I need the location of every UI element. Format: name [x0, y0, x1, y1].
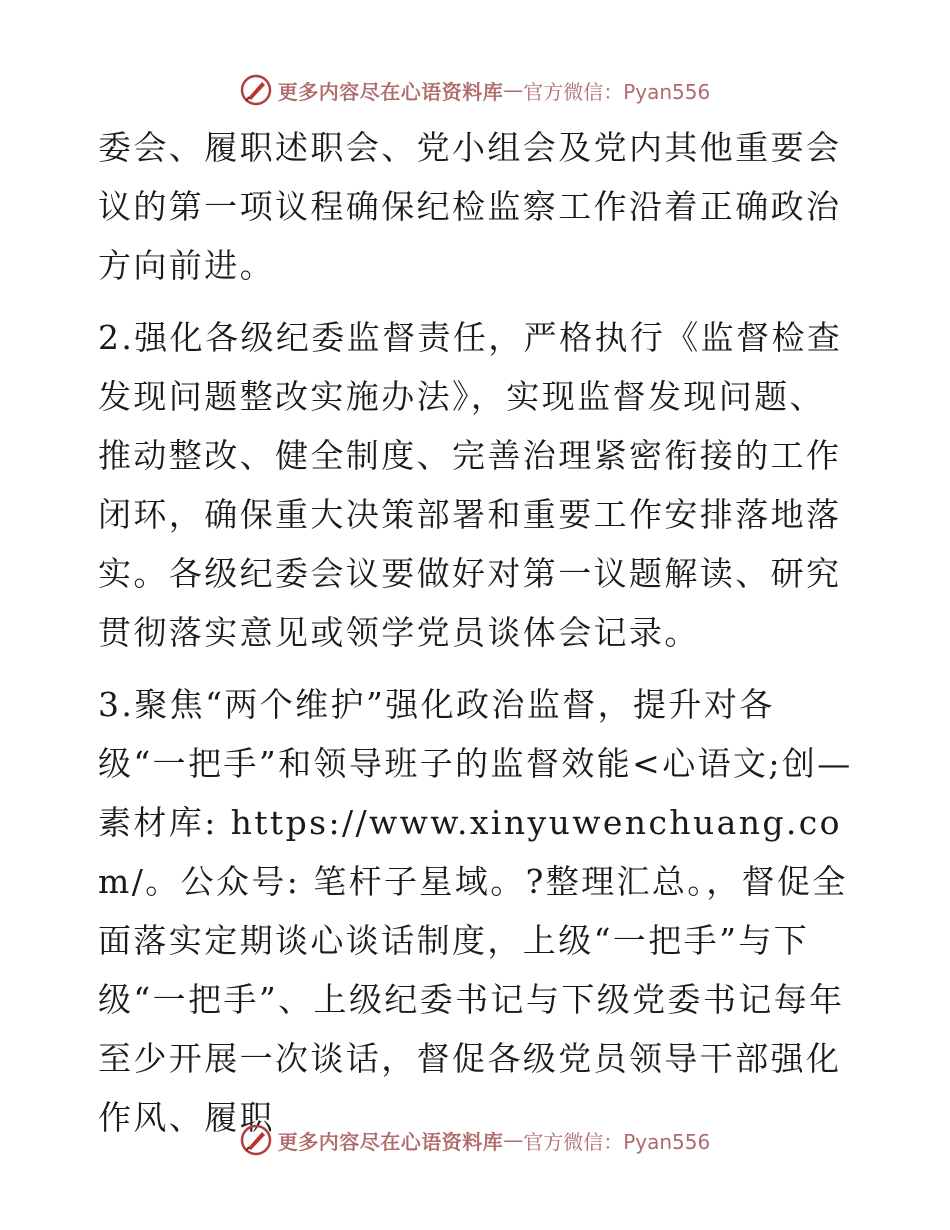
paragraph-3: 3.聚焦“两个维护”强化政治监督，提升对各级“一把手”和领导班子的监督效能<心语文;创—素材库: https://www.xinyuwenchuang.com/。公众号: 笔杆子星域。?整理汇总。，督促全面落实定期谈心谈话制度，上级“一把手”与下级“一把手”、上级纪委书记与下级党委书记每年至少开展一次谈话，督促各级党员领导干部强化作风、履职	[98, 685, 853, 1137]
quill-logo-icon	[240, 1124, 272, 1156]
footer-separator: —	[503, 1128, 524, 1152]
paragraph-1: 委会、履职述职会、党小组会及党内其他重要会议的第一项议程确保纪检监察工作沿着正确政治方向前进。	[98, 128, 842, 285]
footer-wechat: 官方微信：Pyan556	[523, 1129, 711, 1154]
paragraph-2: 2.强化各级纪委监督责任，严格执行《监督检查发现问题整改实施办法》，实现监督发现问题、推动整改、健全制度、完善治理紧密衔接的工作闭环，确保重大决策部署和重要工作安排落地落实。各级纪委会议要做好对第一议题解读、研究贯彻落实意见或领学党员谈体会记录。	[98, 318, 843, 652]
header-banner	[0, 70, 950, 110]
header-separator: —	[503, 78, 524, 102]
footer-title: 更多内容尽在心语资料库	[277, 1129, 504, 1154]
quill-logo-icon	[240, 74, 272, 106]
document-body	[98, 118, 853, 1160]
footer-banner	[0, 1120, 950, 1160]
header-wechat: 官方微信：Pyan556	[523, 79, 711, 104]
header-title: 更多内容尽在心语资料库	[277, 79, 504, 104]
